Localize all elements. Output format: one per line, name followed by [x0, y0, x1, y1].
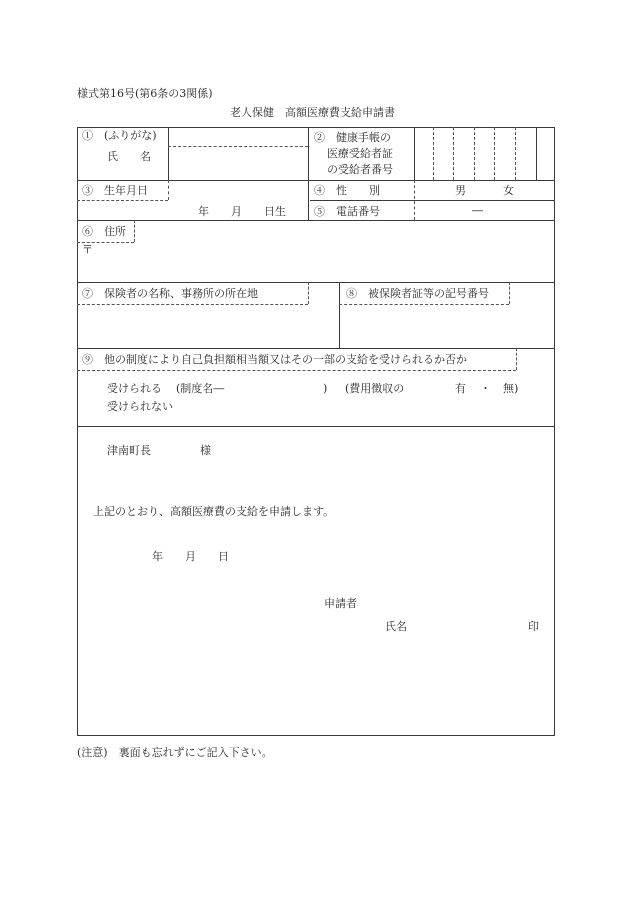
name-label: 氏 名 [107, 150, 151, 163]
fee-no-option[interactable]: 無) [503, 382, 519, 395]
form-number: 様式第16号(第6条の3関係) [77, 87, 213, 100]
system-name-label: (制度名― [176, 382, 225, 395]
fee-collection-label: (費用徴収の [345, 382, 405, 395]
other-system-label: ⑨ 他の制度により自己負担額相当額又はその一部の支給を受けられるか否か [82, 353, 467, 366]
cert-label-line-3: の受給者番号 [327, 163, 393, 176]
insurer-label-box [308, 282, 309, 304]
col-divider-name [168, 127, 169, 180]
seal-mark: 印 [528, 620, 539, 633]
cert-digit-divider [494, 127, 495, 180]
row-divider-sex-phone [310, 200, 555, 201]
applicant-label: 申請者 [324, 597, 357, 610]
cert-digit-divider [474, 127, 475, 180]
fee-separator: ・ [480, 382, 491, 395]
form-frame [77, 127, 555, 736]
addressee: 津南町長 [107, 444, 151, 457]
insured-label-box [509, 282, 510, 304]
postal-mark: 〒 [82, 243, 93, 256]
sex-female-option[interactable]: 女 [503, 184, 514, 197]
insurer-label: ⑦ 保険者の名称、事務所の所在地 [82, 287, 258, 300]
cert-digit-divider [433, 127, 434, 180]
col-divider-insurer [339, 282, 340, 348]
birth-label-box [168, 180, 169, 200]
row-divider-1 [77, 180, 555, 181]
form-title: 老人保健 高額医療費支給申請書 [230, 106, 395, 119]
address-label: ⑥ 住所 [82, 225, 126, 238]
sex-label: ④ 性 別 [314, 184, 380, 197]
phone-dash: ― [472, 204, 483, 217]
insurer-label-box-bottom [77, 304, 308, 305]
footer-note: (注意) 裏面も忘れずにご記入下さい。 [77, 746, 273, 759]
sex-male-option[interactable]: 男 [455, 184, 466, 197]
furigana-divider [168, 146, 308, 147]
applicant-name-label: 氏名 [385, 620, 407, 633]
sex-phone-value-divider [414, 180, 415, 220]
cert-label-line-2: 医療受給者証 [327, 147, 393, 160]
address-label-box [134, 220, 135, 242]
insured-label: ⑧ 被保険者証等の記号番号 [346, 287, 489, 300]
other-system-label-box [516, 348, 517, 370]
addressee-honorific: 様 [200, 444, 211, 457]
fee-yes-option[interactable]: 有 [455, 382, 466, 395]
cert-digit-divider [536, 127, 537, 180]
insured-label-box-bottom [339, 304, 509, 305]
cert-label-line-1: ② 健康手帳の [314, 131, 391, 144]
col-divider-cert [414, 127, 415, 180]
application-date: 年 月 日 [152, 550, 229, 563]
application-statement: 上記のとおり、高額医療費の支給を申請します。 [93, 505, 335, 518]
not-receivable-option[interactable]: 受けられない [107, 400, 173, 413]
birth-label-box-bottom [77, 200, 168, 201]
col-divider-center [308, 127, 309, 220]
birth-format: 年 月 日生 [198, 205, 286, 218]
row-divider-2 [77, 220, 555, 221]
cert-digit-divider [515, 127, 516, 180]
system-name-close: ) [323, 382, 328, 395]
birth-label: ③ 生年月日 [82, 184, 148, 197]
other-system-label-box-bottom [77, 370, 516, 371]
row-divider-3 [77, 282, 555, 283]
cert-digit-divider [453, 127, 454, 180]
phone-label: ⑤ 電話番号 [314, 205, 380, 218]
row-divider-5 [77, 426, 555, 427]
row-divider-4 [77, 348, 555, 349]
furigana-label: ① (ふりがな) [82, 129, 157, 142]
receivable-option[interactable]: 受けられる [107, 382, 162, 395]
